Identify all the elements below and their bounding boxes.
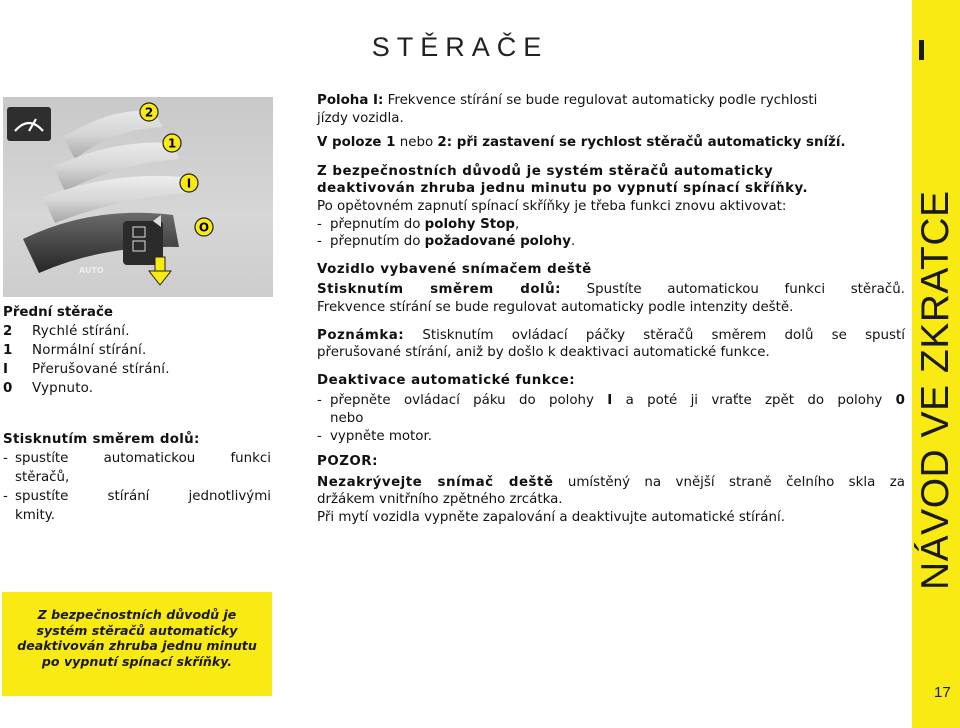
chapter-label: NÁVOD VE ZKRATCE — [914, 190, 957, 590]
list-item: I Přerušované stírání. — [3, 362, 170, 377]
safety-warning-box: Z bezpečnostních důvodů je systém stěračů automaticky deaktivován zhruba jednu minutu po vypnutí spínací skříňky. — [2, 592, 272, 696]
svg-text:O: O — [198, 220, 210, 235]
list-item-cont: nebo — [330, 410, 364, 426]
svg-text:I: I — [186, 176, 192, 191]
main-text — [317, 92, 905, 526]
position-i-paragraph: Poloha I: Frekvence stírání se bude regulovat automaticky podle rychlosti — [317, 93, 818, 108]
safety-note-bold-cont: deaktivován zhruba jednu minutu po vypnutí spínací skříňky. — [317, 181, 809, 197]
position-i-paragraph-cont: jízdy vozidla. — [317, 110, 404, 126]
badge-i — [180, 174, 198, 192]
rain-sensor-paragraph-cont: Frekvence stírání se bude regulovat automaticky podle intenzity deště. — [317, 299, 794, 315]
caution-paragraph-wash: Při mytí vozidla vypněte zapalování a deaktivujte automatické stírání. — [317, 509, 785, 525]
deactivation-title: Deaktivace automatické funkce: — [317, 372, 576, 388]
note-paragraph: Poznámka: Stisknutím ovládací páčky stěračů směrem dolů se spustí — [317, 327, 905, 343]
list-item: - přepněte ovládací páku do polohy I a poté ji vraťte zpět do polohy 0 — [317, 393, 905, 409]
caution-title: POZOR: — [317, 454, 378, 470]
caution-paragraph: Nezakrývejte snímač deště umístěný na vnější straně čelního skla za — [317, 474, 905, 490]
caution-paragraph-cont: držákem vnitřního zpětného zrcátka. — [317, 492, 563, 508]
badge-1 — [163, 134, 181, 152]
badge-o — [195, 218, 213, 236]
wiper-positions-list — [3, 322, 271, 398]
speed-paragraph: V poloze 1 nebo 2: při zastavení se rychlost stěračů automaticky sníží. — [317, 135, 846, 151]
page-number: 17 — [934, 684, 951, 701]
wiper-stalk-drawing — [3, 97, 273, 297]
front-wipers-title: Přední stěrače — [3, 305, 113, 320]
chapter-marker — [919, 40, 924, 60]
note-paragraph-cont: přerušované stírání, aniž by došlo k deaktivaci automatické funkce. — [317, 345, 770, 361]
press-down-title: Stisknutím směrem dolů: — [3, 432, 200, 447]
list-item: - přepnutím do požadované polohy. — [317, 234, 576, 250]
badge-2 — [140, 103, 158, 121]
rain-sensor-title: Vozidlo vybavené snímačem deště — [317, 261, 592, 277]
page-title: STĚRAČE — [371, 32, 549, 62]
list-item-cont: stěračů, — [15, 470, 70, 485]
list-item: - spustíte stírání jednotlivými — [3, 489, 271, 504]
list-item-cont: kmity. — [15, 508, 56, 523]
rain-sensor-paragraph: Stisknutím směrem dolů: Spustíte automatickou funkci stěračů. — [317, 282, 905, 298]
list-item: - vypněte motor. — [317, 428, 433, 444]
wiper-stalk-illustration — [3, 97, 273, 297]
list-item: 1 Normální stírání. — [3, 343, 147, 358]
list-item: 2 Rychlé stírání. — [3, 324, 130, 339]
lever-auto-label: AUTO — [79, 266, 104, 275]
svg-text:1: 1 — [167, 136, 177, 151]
press-down-list — [3, 449, 271, 525]
safety-note-bold: Z bezpečnostních důvodů je systém stěračů automaticky — [317, 163, 774, 179]
svg-text:2: 2 — [144, 105, 154, 120]
list-item: 0 Vypnuto. — [3, 381, 94, 396]
list-item: - spustíte automatickou funkci — [3, 451, 271, 466]
reactivate-paragraph: Po opětovném zapnutí spínací skříňky je třeba funkci znovu aktivovat: — [317, 198, 787, 214]
list-item: - přepnutím do polohy Stop, — [317, 216, 520, 232]
